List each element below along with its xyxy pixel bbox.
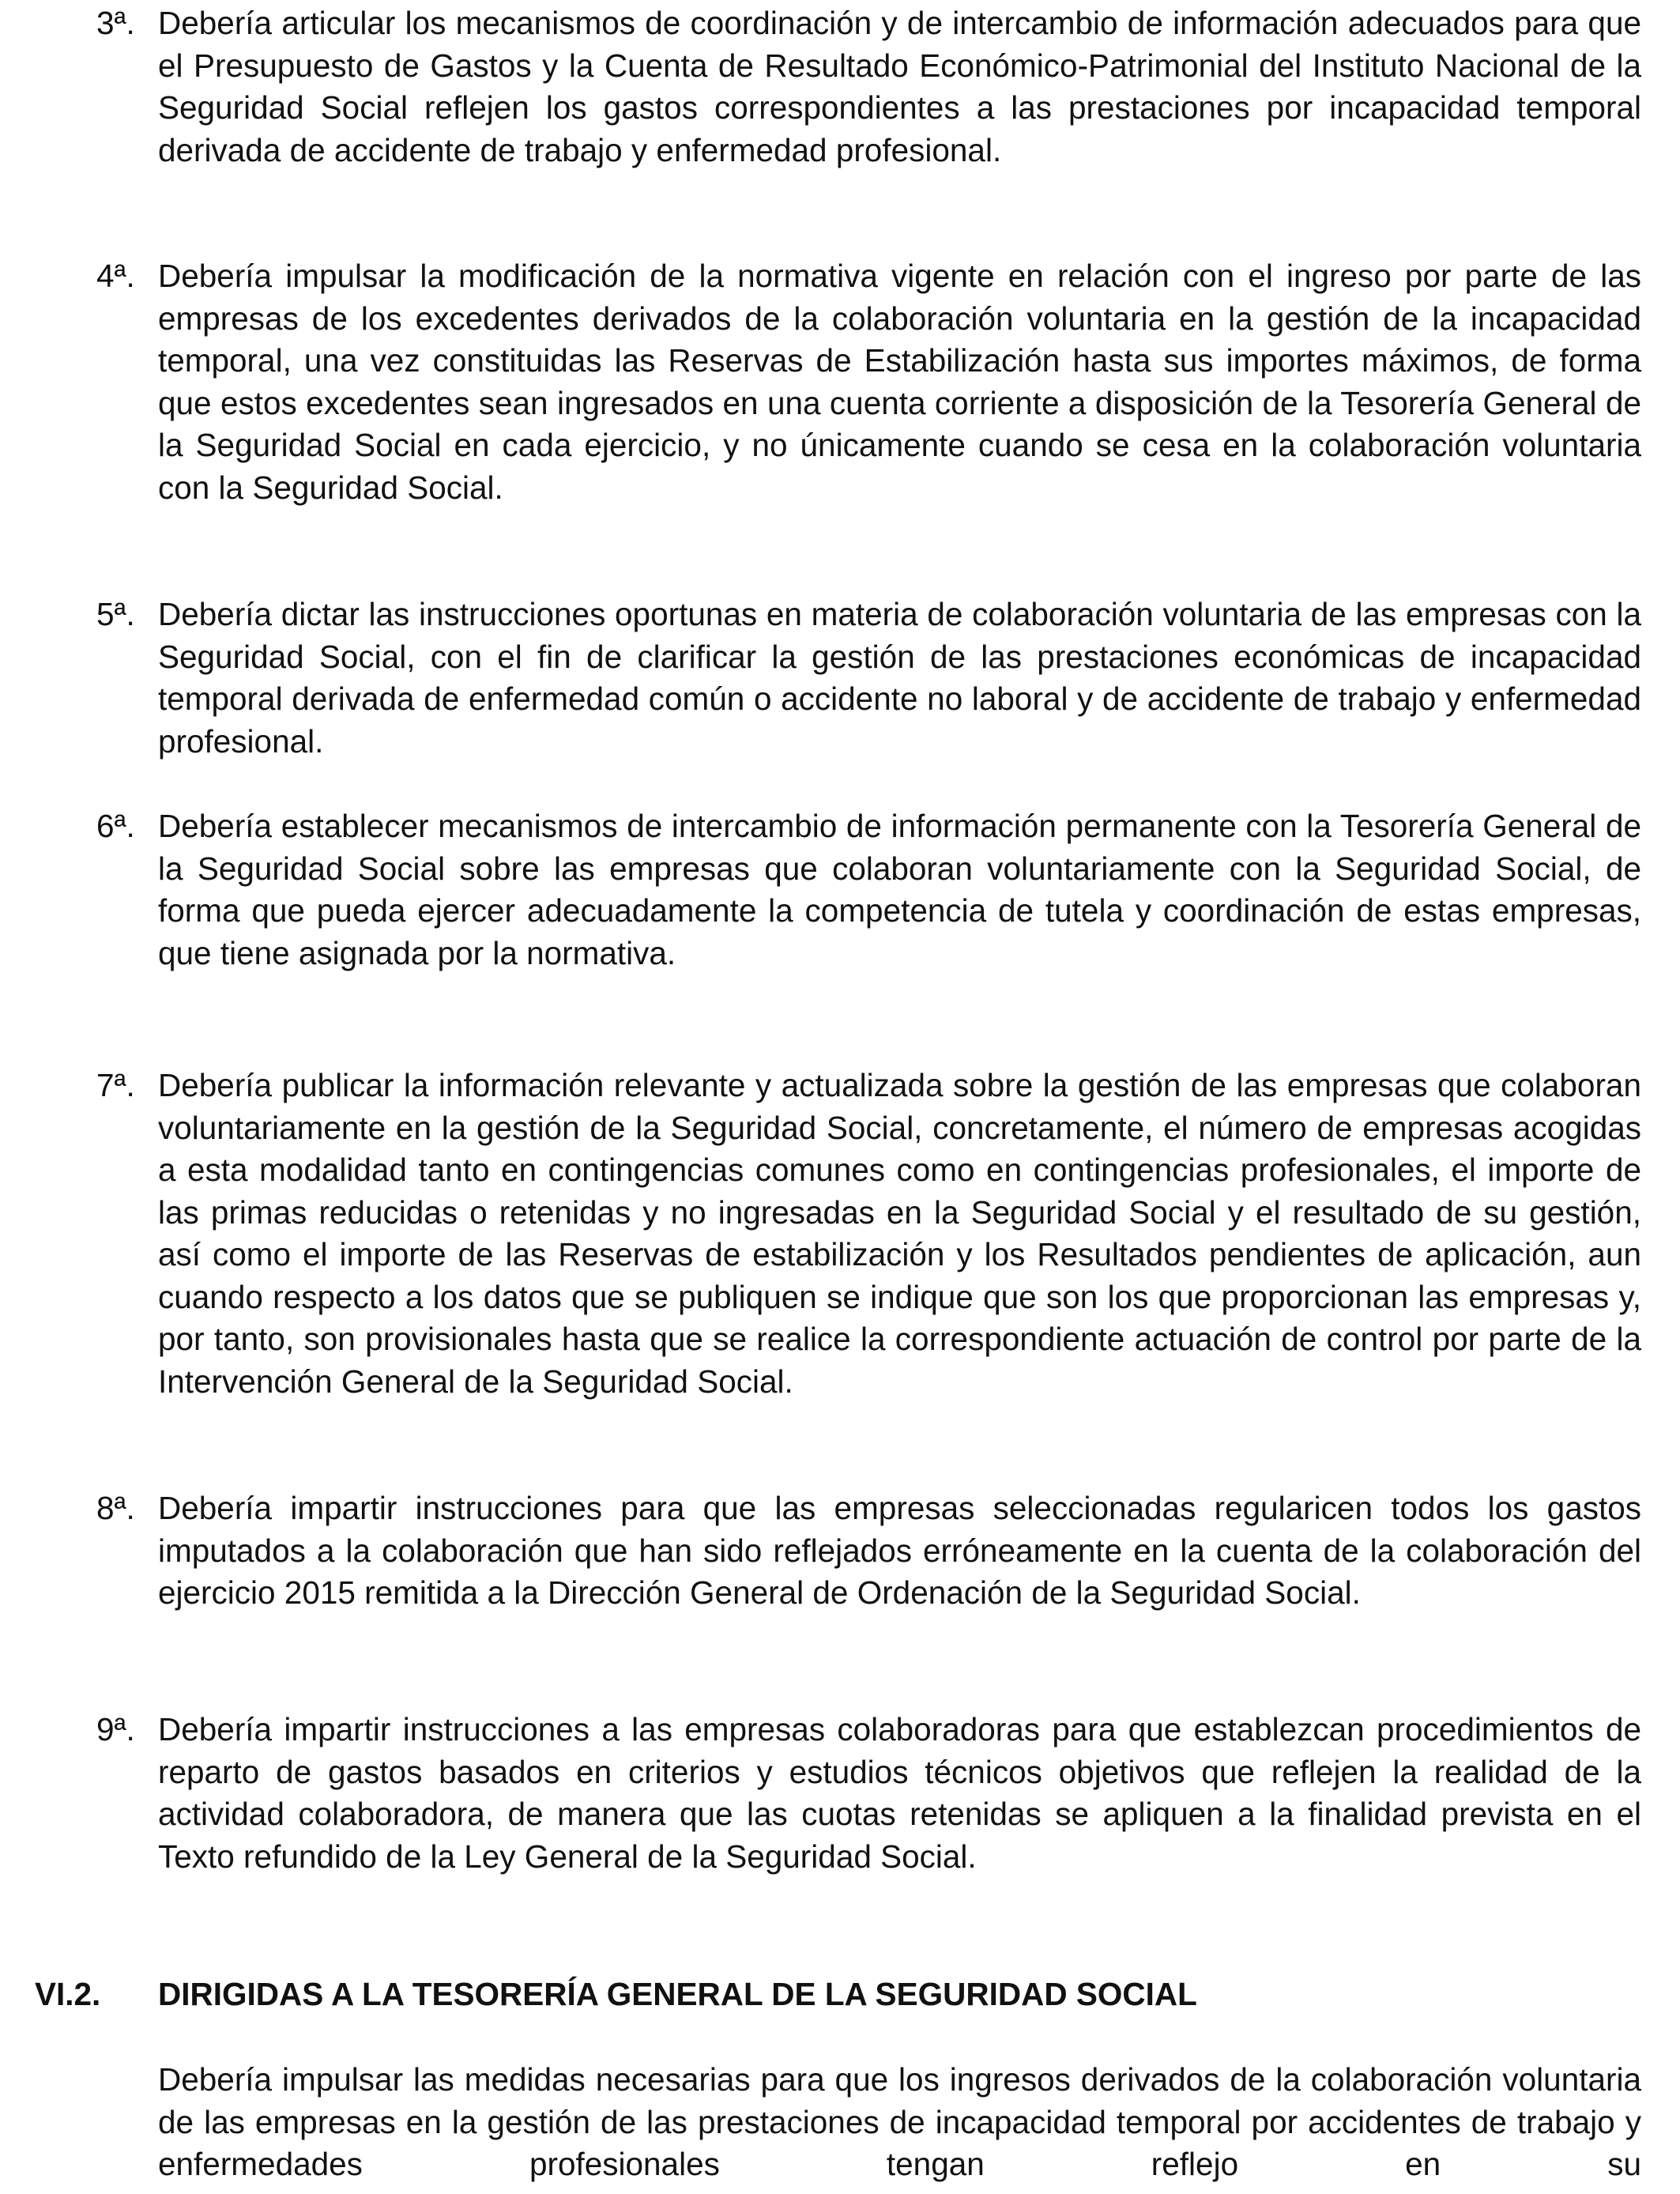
recommendation-4 [96,255,1641,509]
recommendation-text: Debería impartir instrucciones a las empresas colaboradoras para que establezcan procedimientos de reparto de gastos basados en criterios y estudios técnicos objetivos que reflejen la realidad de la actividad colaboradora, de manera que las cuotas retenidas se apliquen a la finalidad prevista en el Texto refundido de la Ley General de la Seguridad Social. [158,1711,1641,1875]
recommendation-number: 9ª. [96,1711,135,1747]
recommendation-text: Debería articular los mecanismos de coordinación y de intercambio de información adecuados para que el Presupuesto de Gastos y la Cuenta de Resultado Económico-Patrimonial del Instituto Nacional de la Seguridad Social reflejen los gastos correspondientes a las prestaciones por incapacidad temporal derivada de accidente de trabajo y enfermedad profesional. [158,5,1641,168]
recommendation-8 [96,1487,1641,1615]
recommendation-6 [96,805,1641,974]
recommendation-number: 4ª. [96,258,135,294]
section-number: VI.2. [35,1976,101,2012]
recommendation-number: 6ª. [96,808,135,844]
section-paragraph-block [96,2059,1641,2186]
section-paragraph: Debería impulsar las medidas necesarias para que los ingresos derivados de la colaboración voluntaria de las empresas en la gestión de las prestaciones de incapacidad temporal por accidentes de trabajo y enfermedades profesionales tengan reflejo en su [158,2061,1641,2182]
recommendation-number: 5ª. [96,596,135,632]
section-heading [35,1973,1197,2016]
recommendation-9 [96,1709,1641,1878]
recommendation-text: Debería impulsar la modificación de la normativa vigente en relación con el ingreso por parte de las empresas de los excedentes derivados de la colaboración voluntaria en la gestión de la incapacidad temporal, una vez constituidas las Reservas de Estabilización hasta sus importes máximos, de forma que estos excedentes sean ingresados en una cuenta corriente a disposición de la Tesorería General de la Seguridad Social en cada ejercicio, y no únicamente cuando se cesa en la colaboración voluntaria con la Seguridad Social. [158,258,1641,506]
recommendation-text: Debería establecer mecanismos de intercambio de información permanente con la Tesorería General de la Seguridad Social sobre las empresas que colaboran voluntariamente con la Seguridad Social, de forma que pueda ejercer adecuadamente la competencia de tutela y coordinación de estas empresas, que tiene asignada por la normativa. [158,808,1641,971]
recommendation-text: Debería dictar las instrucciones oportunas en materia de colaboración voluntaria de las empresas con la Seguridad Social, con el fin de clarificar la gestión de las prestaciones económicas de incapacidad temporal derivada de enfermedad común o accidente no laboral y de accidente de trabajo y enfermedad profesional. [158,596,1641,760]
recommendation-text: Debería impartir instrucciones para que las empresas seleccionadas regularicen todos los gastos imputados a la colaboración que han sido reflejados erróneamente en la cuenta de la colaboración del ejercicio 2015 remitida a la Dirección General de Ordenación de la Seguridad Social. [158,1490,1641,1611]
recommendation-number: 3ª. [96,5,135,41]
recommendation-3 [96,2,1641,172]
recommendation-text: Debería publicar la información relevante y actualizada sobre la gestión de las empresas que colaboran voluntariamente en la gestión de la Seguridad Social, concretamente, el número de empresas acogidas a esta modalidad tanto en contingencias comunes como en contingencias profesionales, el importe de las primas reducidas o retenidas y no ingresadas en la Seguridad Social y el resultado de su gestión, así como el importe de las Reservas de estabilización y los Resultados pendientes de aplicación, aun cuando respecto a los datos que se publiquen se indique que son los que proporcionan las empresas y, por tanto, son provisionales hasta que se realice la correspondiente actuación de control por parte de la Intervención General de la Seguridad Social. [158,1067,1641,1400]
recommendation-number: 8ª. [96,1490,135,1526]
recommendation-number: 7ª. [96,1067,135,1103]
section-title: DIRIGIDAS A LA TESORERÍA GENERAL DE LA SEGURIDAD SOCIAL [158,1976,1197,2012]
recommendation-7 [96,1065,1641,1403]
recommendation-5 [96,594,1641,763]
